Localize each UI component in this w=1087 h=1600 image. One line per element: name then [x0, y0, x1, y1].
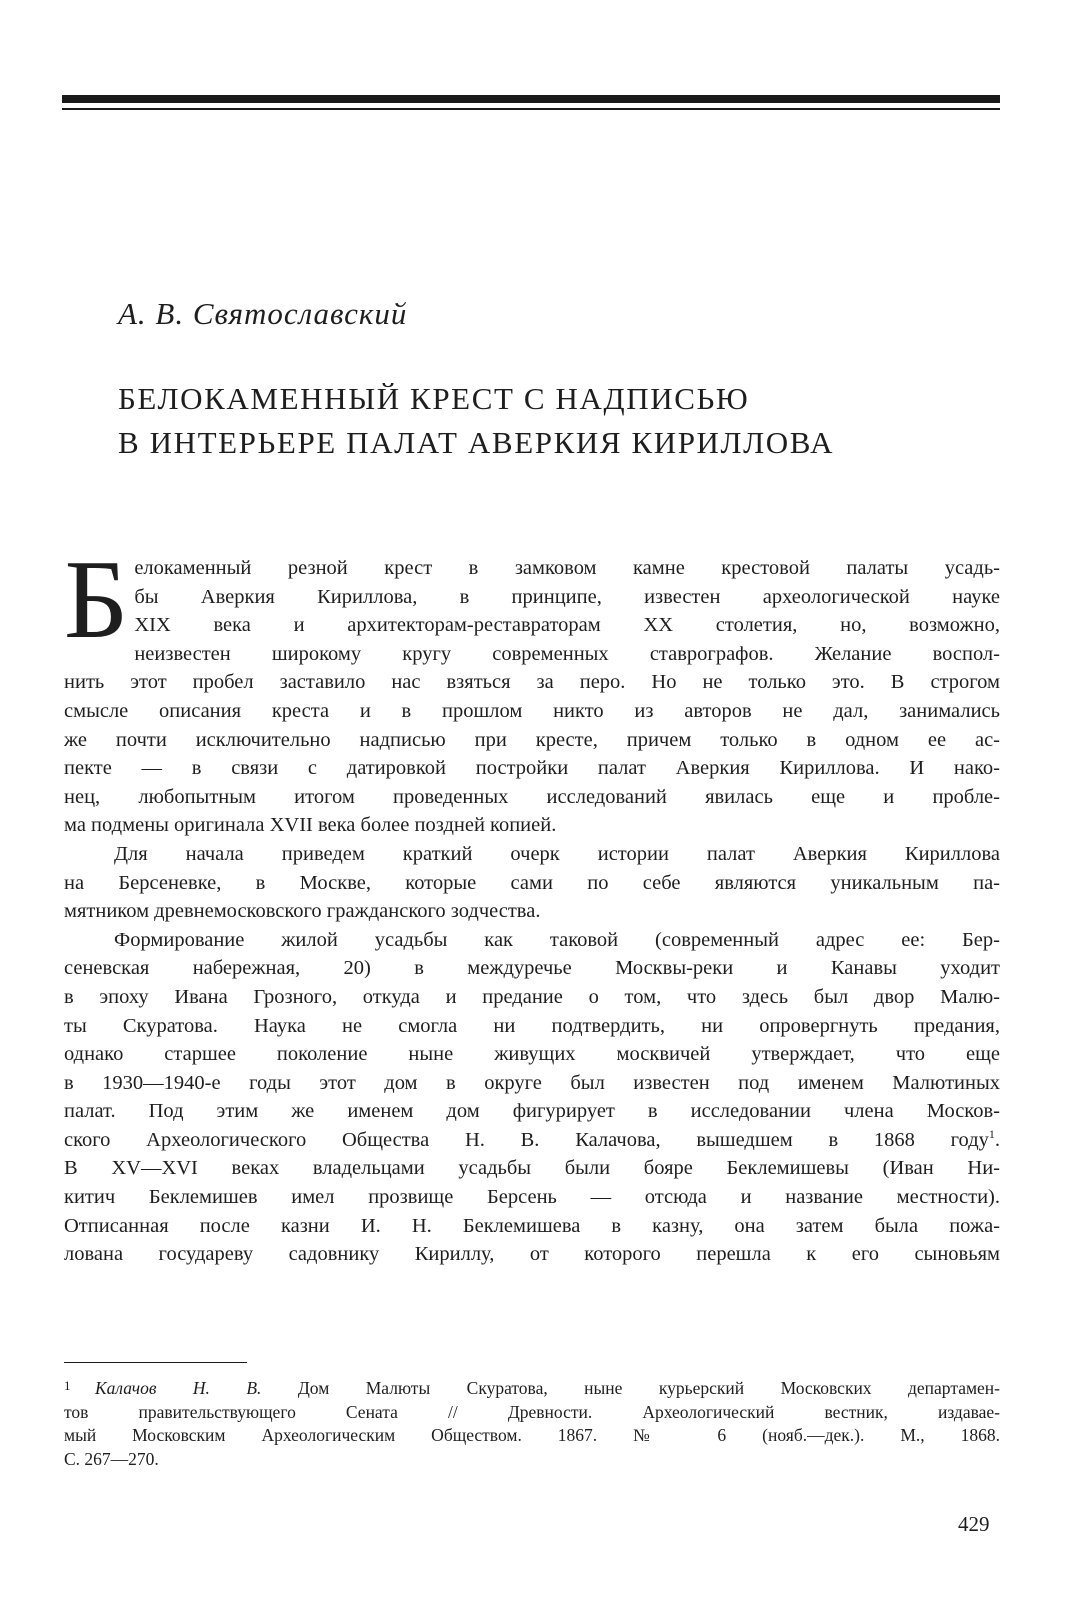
paragraph-1 [64, 538, 1000, 840]
article-title [118, 377, 834, 465]
footnote-line [95, 1377, 1000, 1401]
article-author: А. В. Святославский [118, 296, 408, 331]
paragraph-line: на Берсеневке, в Москве, которые сами по себе являются уникальным па- [64, 871, 1000, 894]
paragraph-line: ты Скуратова. Наука не смогла ни подтвердить, ни опровергнуть предания, [64, 1014, 1000, 1037]
paragraph-line: XIX века и архитекторам-реставраторам XX столетия, но, возможно, [134, 614, 1000, 637]
footnote-author: Калачов Н. В. [95, 1378, 262, 1398]
paragraph-line: же почти исключительно надписью при кресте, причем только в одном ее ас- [64, 728, 1000, 751]
paragraph-line: однако старшее поколение ныне живущих москвичей утверждает, что еще [64, 1043, 1000, 1066]
footnote-continuation [64, 1401, 1000, 1472]
paragraph-line: китич Беклемишев имел прозвище Берсень — отсюда и название местности). [64, 1186, 1000, 1209]
footnote [64, 1377, 1000, 1471]
title-line-1: БЕЛОКАМЕННЫЙ КРЕСТ С НАДПИСЬЮ [118, 381, 750, 416]
footnote-line: С. 267—270. [64, 1448, 159, 1469]
footnote-number: 1 [64, 1378, 71, 1393]
footnote-reference[interactable]: 1 [988, 1127, 995, 1142]
footnote-line: мый Московским Археологическим Обществом. 1867. № 6 (нояб.—дек.). М., 1868. [64, 1425, 1000, 1446]
paragraph-line: палат. Под этим же именем дом фигурирует в исследовании члена Москов- [64, 1100, 1000, 1123]
paragraph-2 [64, 840, 1000, 926]
header-rule-thin [62, 108, 1000, 110]
paragraph-line: елокаменный резной крест в замковом камне крестовой палаты усадь- [134, 557, 1000, 579]
article-body [64, 538, 1000, 1269]
paragraph-line: Для начала приведем краткий очерк истории палат Аверкия Кириллова [114, 842, 1000, 865]
paragraph-line: В XV—XVI веках владельцами усадьбы были бояре Беклемишевы (Иван Ни- [64, 1157, 1000, 1180]
paragraph-line: пекте — в связи с датировкой постройки палат Аверкия Кириллова. И нако- [64, 757, 1000, 780]
paragraph-3 [64, 926, 1000, 1269]
drop-cap: Б [64, 538, 129, 662]
paragraph-line: смысле описания креста и в прошлом никто из авторов не дал, занимались [64, 699, 1000, 722]
paragraph-line: Формирование жилой усадьбы как таковой (современный адрес ее: Бер- [114, 928, 1000, 951]
title-line-2: В ИНТЕРЬЕРЕ ПАЛАТ АВЕРКИЯ КИРИЛЛОВА [118, 425, 835, 460]
paragraph-line [64, 1126, 1000, 1155]
footnote-line-end: . [994, 1128, 1000, 1151]
page-number: 429 [958, 1512, 990, 1536]
footnote-line: тов правительствующего Сената // Древности. Археологический вестник, издавае- [64, 1401, 1000, 1422]
paragraph-line: нец, любопытным итогом проведенных исследований явилась еще и пробле- [64, 785, 1000, 808]
paragraph-line: мятником древнемосковского гражданского зодчества. [64, 900, 541, 923]
paragraph-line: сеневская набережная, 20) в междуречье Москвы-реки и Канавы уходит [64, 957, 1000, 980]
paragraph-line: Отписанная после казни И. Н. Беклемишева в казну, она затем была пожа- [64, 1214, 1000, 1237]
paragraph-line: лована государеву садовнику Кириллу, от которого перешла к его сыновьям [64, 1243, 1000, 1266]
paragraph-line: в 1930—1940-е годы этот дом в округе был известен под именем Малютиных [64, 1071, 1000, 1094]
paragraph-line: нить этот пробел заставило нас взяться за перо. Но не только это. В строгом [64, 671, 1000, 694]
paragraph-line: бы Аверкия Кириллова, в принципе, известен археологической науке [134, 585, 1000, 608]
footnote-body [95, 1377, 1000, 1401]
header-rule-thick [62, 95, 1000, 103]
paragraph-line: ма подмены оригинала XVII века более поздней копией. [64, 814, 557, 837]
footnote-line-text: ского Археологического Общества Н. В. Калачова, вышедшем в 1868 году [64, 1128, 989, 1151]
footnote-separator [64, 1362, 247, 1363]
paragraph-line: неизвестен широкому кругу современных ставрографов. Желание воспол- [134, 642, 1000, 665]
footnote-line-rest: Дом Малюты Скуратова, ныне курьерский Московских департамен- [297, 1378, 1000, 1398]
paragraph-line: в эпоху Ивана Грозного, откуда и предание о том, что здесь был двор Малю- [64, 985, 1000, 1008]
